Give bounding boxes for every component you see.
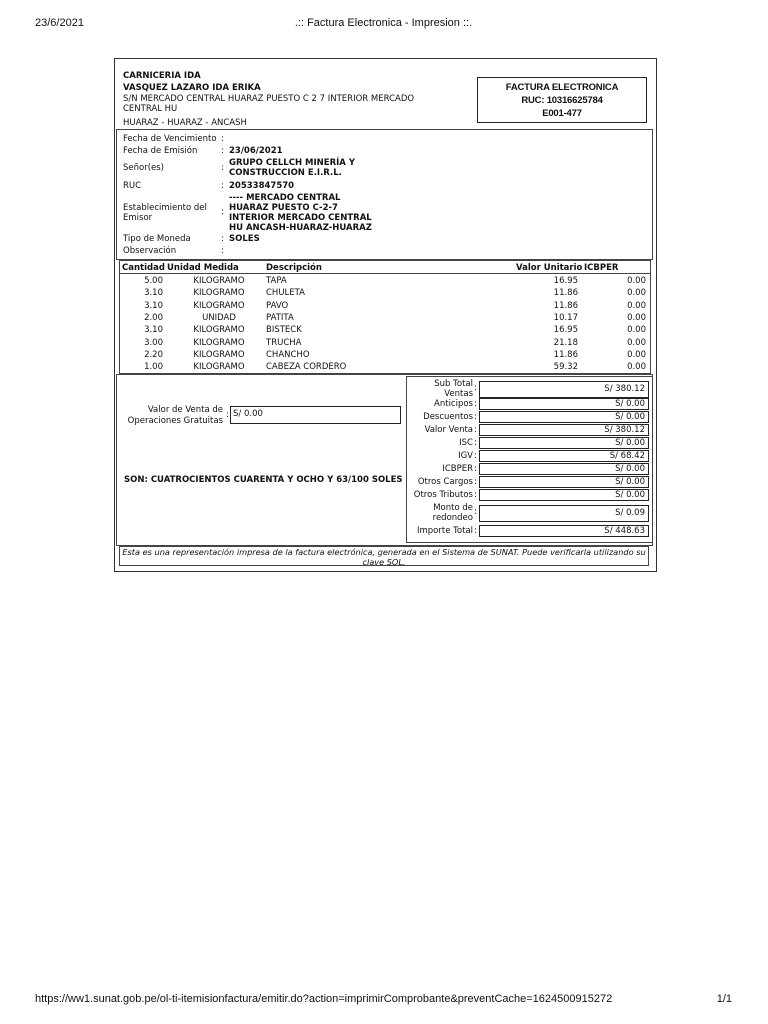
row-unit: KILOGRAMO	[193, 349, 245, 360]
row-unit: KILOGRAMO	[193, 337, 245, 348]
row-unit-value: 11.86	[553, 300, 578, 311]
currency-label: Tipo de Moneda	[123, 234, 191, 244]
col-header-qty: Cantidad	[122, 263, 165, 273]
print-url: https://ww1.sunat.gob.pe/ol-ti-itemisionfactura/emitir.do?action=imprimirComprobante&preventCache=1624500915272	[35, 993, 613, 1005]
col-header-desc: Descripción	[266, 263, 322, 273]
row-description: CABEZA CORDERO	[266, 362, 347, 373]
issuer-legal-name: VASQUEZ LAZARO IDA ERIKA	[123, 83, 261, 93]
row-icbper: 0.00	[627, 288, 646, 299]
issuer-address-line1: S/N MERCADO CENTRAL HUARAZ PUESTO C 2 7 INTERIOR MERCADO	[123, 94, 415, 104]
row-icbper: 0.00	[627, 362, 646, 373]
row-qty: 2.00	[144, 312, 163, 323]
total-value: S/ 0.00	[479, 437, 649, 449]
row-unit: KILOGRAMO	[193, 362, 245, 373]
row-qty: 2.20	[144, 349, 163, 360]
row-qty: 3.10	[144, 325, 163, 336]
total-label: ISC	[459, 438, 473, 448]
document-fields: Fecha de Vencimiento : Fecha de Emisión : 23/06/2021 Señor(es) : GRUPO CELLCH MINERÍA Y CONSTRUCCION E.I.R.L. RUC : 20533847570 Establecimiento del Emisor : ---- MERCADO CENTRAL HUARAZ PUESTO C-2-7 INTERIOR MERCADO CENTRAL HU ANCASH-HUARAZ-HUARAZ Tipo de Moneda : SOLES Observación :	[116, 129, 653, 260]
row-description: PAVO	[266, 300, 289, 311]
header-divider	[120, 273, 650, 274]
row-icbper: 0.00	[627, 349, 646, 360]
row-unit: KILOGRAMO	[193, 276, 245, 286]
issuer-address-line3: HUARAZ - HUARAZ - ANCASH	[123, 118, 247, 128]
issue-date-value: 23/06/2021	[229, 146, 283, 156]
table-row	[120, 313, 650, 325]
due-date-label: Fecha de Vencimiento	[123, 134, 217, 144]
sunat-note: Esta es una representación impresa de la factura electrónica, generada en el Sistema de SUNAT. Puede verificarla utilizando su clave SOL.	[119, 546, 649, 566]
row-qty: 3.00	[144, 337, 163, 348]
establishment-label: Establecimiento del Emisor	[123, 203, 207, 223]
row-unit-value: 11.86	[553, 349, 578, 360]
total-value: S/ 0.00	[479, 476, 649, 488]
table-row	[120, 362, 650, 374]
total-value: S/ 0.00	[479, 463, 649, 475]
client-ruc-label: RUC	[123, 181, 142, 191]
total-value: S/ 380.12	[479, 424, 649, 436]
total-value: S/ 0.00	[479, 411, 649, 423]
total-label: Valor Venta	[424, 425, 473, 435]
row-description: CHULETA	[266, 288, 306, 299]
summary-section: Valor de Venta de Operaciones Gratuitas : S/ 0.00 SON: CUATROCIENTOS CUARENTA Y OCHO Y 63/100 SOLES Sub Total Ventas : S/ 380.12 Anticipos : S/ 0.00 Descuentos : S/ 0.00 Valor Venta : S/ 380.12 ISC : S/ 0.00 IGV : S/ 68.42 ICBPER : S/ 0.00 Otros Cargos : S/ 0.00 Otros Tributos : S/ 0.00 Monto de redondeo : S/ 0.09 Importe Total : S/ 448.63	[116, 374, 653, 546]
col-header-unit: Unidad Medida	[167, 263, 239, 273]
row-unit-value: 59.32	[553, 362, 578, 373]
row-unit: UNIDAD	[202, 312, 236, 323]
total-value: S/ 0.09	[479, 505, 649, 522]
establishment-value: ---- MERCADO CENTRAL HUARAZ PUESTO C-2-7 INTERIOR MERCADO CENTRAL HU ANCASH-HUARAZ-HUARAZ	[229, 193, 372, 233]
issue-date-label: Fecha de Emisión	[123, 146, 198, 156]
total-label: Sub Total Ventas	[434, 379, 473, 399]
table-row	[120, 288, 650, 300]
observation-label: Observación	[123, 246, 177, 256]
row-unit-value: 21.18	[553, 337, 578, 348]
row-icbper: 0.00	[627, 312, 646, 323]
row-unit-value: 16.95	[553, 276, 578, 286]
table-row	[120, 276, 650, 288]
total-label: Otros Cargos	[417, 477, 473, 487]
free-ops-value: S/ 0.00	[230, 406, 401, 424]
row-unit: KILOGRAMO	[193, 288, 245, 299]
total-label: IGV	[458, 451, 473, 461]
total-value: S/ 380.12	[479, 381, 649, 398]
total-label: Importe Total	[417, 526, 473, 536]
row-qty: 5.00	[144, 276, 163, 286]
row-unit-value: 16.95	[553, 325, 578, 336]
total-label: ICBPER	[442, 464, 473, 474]
total-value: S/ 448.63	[479, 525, 649, 537]
total-value: S/ 68.42	[479, 450, 649, 462]
table-row	[120, 301, 650, 313]
col-header-unit-value: Valor Unitario	[516, 263, 583, 273]
document-type: FACTURA ELECTRONICA	[505, 82, 619, 93]
issuer-trade-name: CARNICERIA IDA	[123, 71, 201, 81]
row-description: BISTECK	[266, 325, 302, 336]
print-page-number: 1/1	[716, 993, 732, 1005]
row-unit: KILOGRAMO	[193, 325, 245, 336]
col-header-icbper: ICBPER	[584, 263, 619, 273]
row-unit-value: 10.17	[553, 312, 578, 323]
document-ruc: RUC: 10316625784	[521, 95, 603, 106]
row-description: PATITA	[266, 312, 294, 323]
total-label: Anticipos	[434, 399, 473, 409]
table-row	[120, 350, 650, 362]
currency-value: SOLES	[229, 234, 260, 244]
row-description: TAPA	[266, 276, 287, 286]
document-id-box	[477, 77, 647, 123]
row-icbper: 0.00	[627, 276, 646, 286]
items-table	[119, 260, 651, 374]
print-header	[35, 17, 732, 31]
client-ruc-value: 20533847570	[229, 181, 295, 191]
row-icbper: 0.00	[627, 325, 646, 336]
row-unit: KILOGRAMO	[193, 300, 245, 311]
totals-box: Sub Total Ventas : S/ 380.12 Anticipos : S/ 0.00 Descuentos : S/ 0.00 Valor Venta : S/ 380.12 ISC : S/ 0.00 IGV : S/ 68.42 ICBPER : S/ 0.00 Otros Cargos : S/ 0.00 Otros Tributos : S/ 0.00 Monto de redondeo : S/ 0.09 Importe Total : S/ 448.63	[406, 376, 653, 543]
total-value: S/ 0.00	[479, 489, 649, 501]
table-row	[120, 325, 650, 337]
print-date: 23/6/2021	[35, 17, 84, 29]
amount-in-words: SON: CUATROCIENTOS CUARENTA Y OCHO Y 63/100 SOLES	[124, 475, 403, 485]
total-label: Descuentos	[423, 412, 473, 422]
total-value: S/ 0.00	[479, 398, 649, 410]
total-label: Otros Tributos	[413, 490, 473, 500]
total-label: Monto de redondeo	[432, 503, 473, 523]
client-value: GRUPO CELLCH MINERÍA Y CONSTRUCCION E.I.R.L.	[229, 158, 355, 178]
issuer-address-line2: CENTRAL HU	[123, 104, 178, 114]
row-icbper: 0.00	[627, 300, 646, 311]
row-description: CHANCHO	[266, 349, 310, 360]
free-ops-label: Valor de Venta de Operaciones Gratuitas	[127, 405, 223, 426]
print-footer	[35, 993, 732, 1007]
issuer-block	[123, 70, 453, 129]
print-title: .:: Factura Electronica - Impresion ::.	[294, 17, 473, 29]
row-qty: 1.00	[144, 362, 163, 373]
row-icbper: 0.00	[627, 337, 646, 348]
client-label: Señor(es)	[123, 163, 164, 173]
invoice	[114, 58, 657, 572]
document-number: E001-477	[542, 108, 582, 119]
table-row	[120, 338, 650, 350]
row-qty: 3.10	[144, 288, 163, 299]
row-unit-value: 11.86	[553, 288, 578, 299]
row-qty: 3.10	[144, 300, 163, 311]
row-description: TRUCHA	[266, 337, 302, 348]
